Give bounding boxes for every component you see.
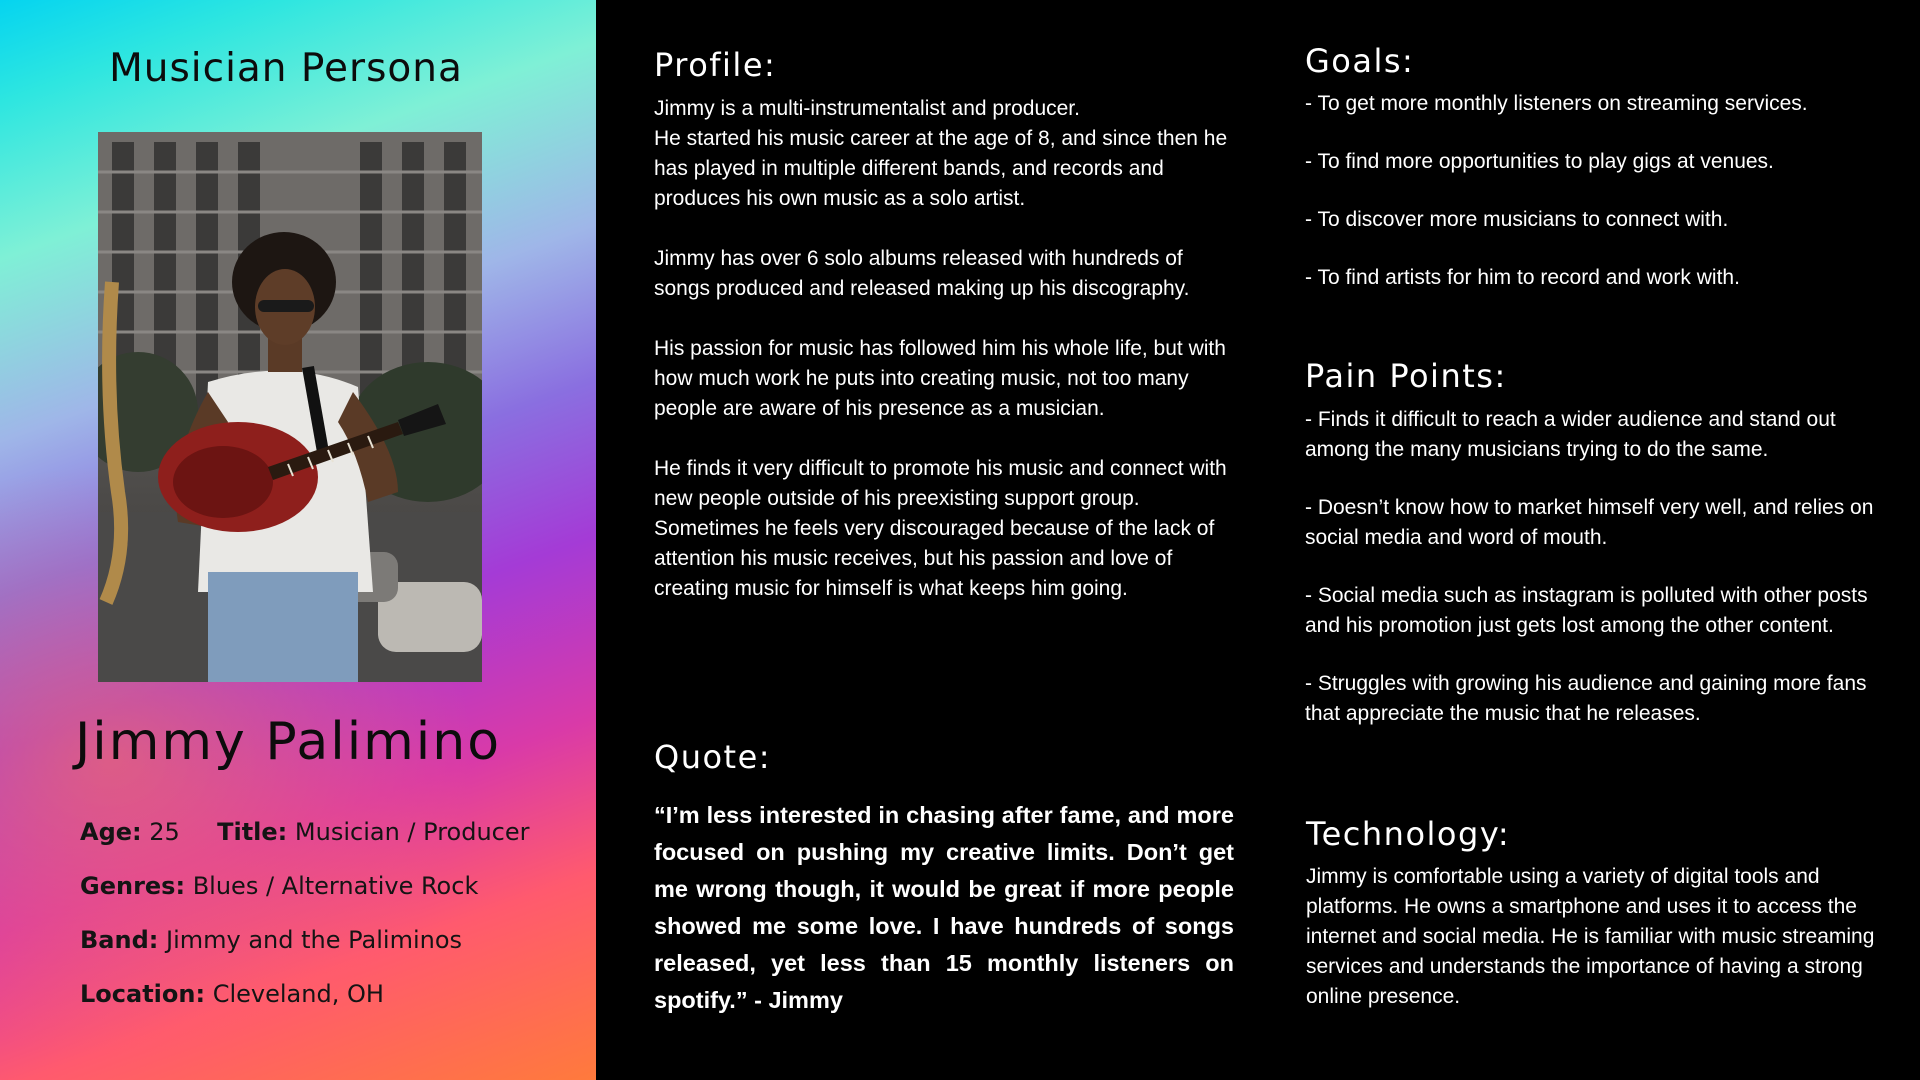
guitarist-photo-illustration <box>98 132 482 682</box>
fact-row-band <box>80 924 529 978</box>
genres-label: Genres: <box>80 872 186 900</box>
band-value: Jimmy and the Paliminos <box>166 926 463 954</box>
fact-row-location <box>80 978 529 1032</box>
profile-paragraph: His passion for music has followed him his whole life, but with how much work he puts into creating music, not too many people are aware of his presence as a musician. <box>654 337 1226 420</box>
title-label: Title: <box>217 818 288 846</box>
goal-item: - To get more monthly listeners on streaming services. <box>1305 92 1808 115</box>
persona-facts <box>80 816 529 1032</box>
pain-point-item: - Finds it difficult to reach a wider audience and stand out among the many musicians trying to do the same. <box>1305 408 1836 461</box>
persona-photo <box>98 132 482 682</box>
genres-value: Blues / Alternative Rock <box>192 872 479 900</box>
persona-sidebar <box>0 0 596 1080</box>
pain-points-list <box>1305 405 1885 757</box>
profile-paragraph: Jimmy has over 6 solo albums released with hundreds of songs produced and released making up his discography. <box>654 247 1190 300</box>
pain-point-item: - Doesn’t know how to market himself very well, and relies on social media and word of mouth. <box>1305 496 1874 549</box>
location-label: Location: <box>80 980 206 1008</box>
persona-quote: “I’m less interested in chasing after fame, and more focused on pushing my creative limits. Don’t get me wrong though, it would be great if more people showed me some love. I have hundreds of songs released, yet less than 15 monthly listeners on spotify.” - Jimmy <box>654 802 1234 1013</box>
pain-point-item: - Social media such as instagram is polluted with other posts and his promotion just gets lost among the other content. <box>1305 584 1868 637</box>
title-value: Musician / Producer <box>294 818 530 846</box>
age-value: 25 <box>149 818 180 846</box>
persona-label: Musician Persona <box>109 46 463 91</box>
technology-heading: Technology: <box>1306 815 1511 853</box>
pain-points-heading: Pain Points: <box>1305 357 1507 395</box>
profile-body <box>654 94 1234 634</box>
goal-item: - To find artists for him to record and work with. <box>1305 266 1740 289</box>
profile-paragraph: Jimmy is a multi-instrumentalist and producer. He started his music career at the age of 8, and since then he has played in multiple different bands, and records and produces his own music as a solo artist. <box>654 97 1228 210</box>
technology-body: Jimmy is comfortable using a variety of digital tools and platforms. He owns a smartphone and uses it to access the internet and social media. He is familiar with music streaming services and understands the importance of having a strong online presence. <box>1306 865 1875 1008</box>
fact-row-genres <box>80 870 529 924</box>
goal-item: - To discover more musicians to connect with. <box>1305 208 1729 231</box>
band-label: Band: <box>80 926 159 954</box>
quote-heading: Quote: <box>654 738 772 776</box>
fact-row-age-title <box>80 816 529 870</box>
goal-item: - To find more opportunities to play gigs at venues. <box>1305 150 1774 173</box>
profile-paragraph: He finds it very difficult to promote his music and connect with new people outside of his preexisting support group. Sometimes he feels very discouraged because of the lack of attention his music receives, but his passion and love of creating music for himself is what keeps him going. <box>654 457 1227 600</box>
age-label: Age: <box>80 818 142 846</box>
pain-point-item: - Struggles with growing his audience and gaining more fans that appreciate the music that he releases. <box>1305 672 1867 725</box>
goals-heading: Goals: <box>1305 42 1415 80</box>
persona-name: Jimmy Palimino <box>74 712 502 772</box>
profile-heading: Profile: <box>654 46 777 84</box>
goals-list <box>1305 89 1885 321</box>
location-value: Cleveland, OH <box>212 980 384 1008</box>
